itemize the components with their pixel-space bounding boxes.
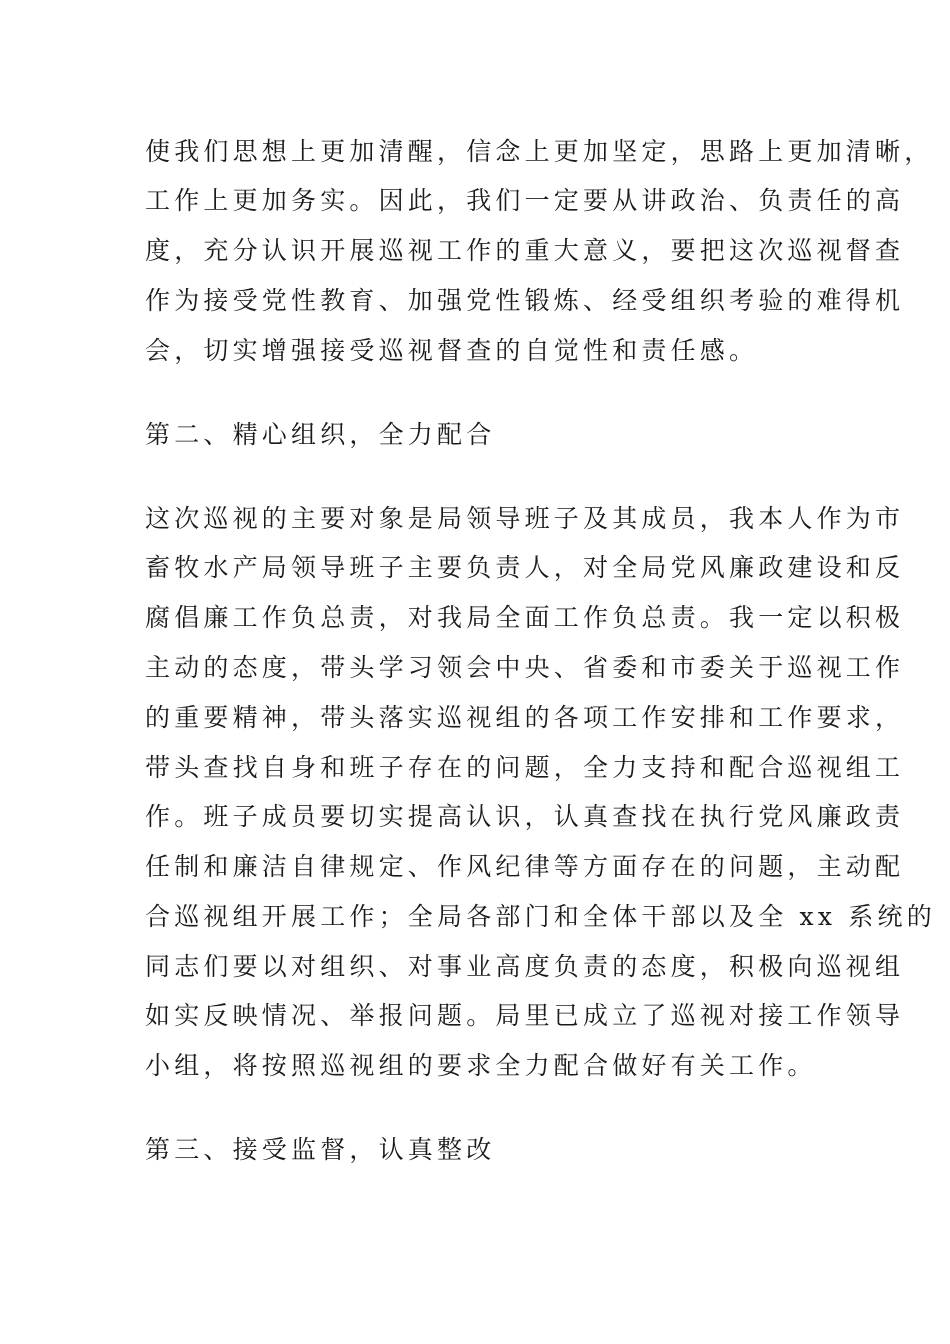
section-heading-3: 第三、接受监督，认真整改	[145, 1135, 496, 1164]
paragraph-1-line-3: 度，充分认识开展巡视工作的重大意义，要把这次巡视督查	[145, 236, 905, 265]
paragraph-1-line-4: 作为接受党性教育、加强党性锻炼、经受组织考验的难得机	[145, 286, 905, 315]
paragraph-2-line-12: 小组，将按照巡视组的要求全力配合做好有关工作。	[145, 1051, 817, 1080]
section-heading-2: 第二、精心组织，全力配合	[145, 420, 496, 449]
paragraph-2-line-6: 带头查找自身和班子存在的问题，全力支持和配合巡视组工	[145, 753, 905, 782]
paragraph-2-line-2: 畜牧水产局领导班子主要负责人，对全局党风廉政建设和反	[145, 553, 905, 582]
paragraph-2-line-1: 这次巡视的主要对象是局领导班子及其成员，我本人作为市	[145, 504, 905, 533]
paragraph-2-line-3: 腐倡廉工作负总责，对我局全面工作负总责。我一定以积极	[145, 603, 905, 632]
paragraph-2-line-11: 如实反映情况、举报问题。局里已成立了巡视对接工作领导	[145, 1001, 905, 1030]
paragraph-1-line-2: 工作上更加务实。因此，我们一定要从讲政治、负责任的高	[145, 186, 905, 215]
paragraph-2-line-5: 的重要精神，带头落实巡视组的各项工作安排和工作要求，	[145, 703, 905, 732]
paragraph-2-line-8: 任制和廉洁自律规定、作风纪律等方面存在的问题，主动配	[145, 852, 905, 881]
paragraph-2-line-10: 同志们要以对组织、对事业高度负责的态度，积极向巡视组	[145, 952, 905, 981]
paragraph-2-line-4: 主动的态度，带头学习领会中央、省委和市委关于巡视工作	[145, 653, 905, 682]
paragraph-2-line-9: 合巡视组开展工作；全局各部门和全体干部以及全 xx 系统的	[145, 902, 936, 931]
paragraph-2-line-7: 作。班子成员要切实提高认识，认真查找在执行党风廉政责	[145, 802, 905, 831]
paragraph-1-line-5: 会，切实增强接受巡视督查的自觉性和责任感。	[145, 336, 759, 365]
paragraph-1-line-1: 使我们思想上更加清醒，信念上更加坚定，思路上更加清晰，	[145, 137, 934, 166]
